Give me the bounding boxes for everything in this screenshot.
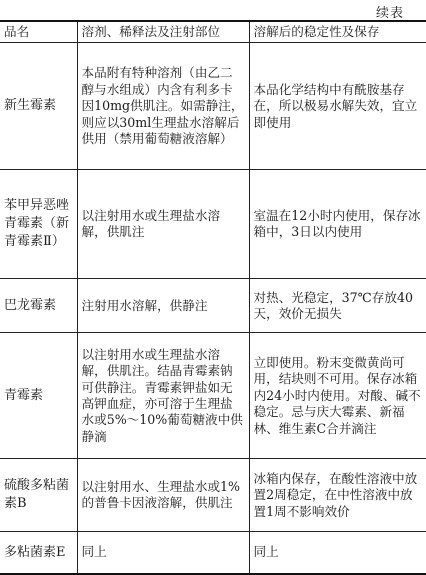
drug-name-cell: 新生霉素 <box>0 43 77 170</box>
header-solvent-method: 溶剂、稀释法及注射部位 <box>77 21 249 43</box>
drug-name-cell: 硫酸多粘菌素B <box>0 459 77 532</box>
table-row <box>0 532 426 574</box>
drug-name-cell: 多粘菌素E <box>0 532 77 574</box>
stability-storage-cell: 立即使用。粉末变微黄尚可用，结块则不可用。保存冰箱内24小时内使用。对酸、碱不稳定。忌与庆大霉素、新福林、维生素C合并滴注 <box>249 333 426 459</box>
table-header-row <box>0 21 426 43</box>
table-row <box>0 333 426 459</box>
solvent-method-cell: 以注射用水或生理盐水溶解，供肌注 <box>77 170 249 279</box>
solvent-method-cell: 同上 <box>77 532 249 574</box>
drug-name-cell: 青霉素 <box>0 333 77 459</box>
table-row <box>0 279 426 333</box>
solvent-method-cell: 本品附有特种溶剂（由乙二醇与水组成）内含有利多卡因10mg供肌注。如需静注，则应以30ml生理盐水溶解后供用（禁用葡萄糖液溶解） <box>77 43 249 170</box>
header-drug-name: 品名 <box>0 21 77 43</box>
stability-storage-cell: 对热、光稳定，37℃存放40天，效价无损失 <box>249 279 426 333</box>
header-stability-storage: 溶解后的稳定性及保存 <box>249 21 426 43</box>
continued-label: 续表 <box>375 6 404 21</box>
table-row <box>0 43 426 170</box>
solvent-method-cell: 以注射用水或生理盐水溶解，供肌注。结晶青霉素钠可供静注。青霉素钾盐如无高钾血症，亦可溶于生理盐水或5%～10%葡萄糖液中供静滴 <box>77 333 249 459</box>
stability-storage-cell: 同上 <box>249 532 426 574</box>
drug-name-cell: 巴龙霉素 <box>0 279 77 333</box>
stability-storage-cell: 冰箱内保存，在酸性溶液中放置2周稳定，在中性溶液中放置1周不影响效价 <box>249 459 426 532</box>
drug-name-cell: 苯甲异恶唑青霉素（新青霉素Ⅱ） <box>0 170 77 279</box>
solvent-method-cell: 以注射用水、生理盐水或1%的普鲁卡因液溶解，供肌注 <box>77 459 249 532</box>
table-row <box>0 170 426 279</box>
solvent-method-cell: 注射用水溶解，供静注 <box>77 279 249 333</box>
drug-stability-table <box>0 20 426 575</box>
table-row <box>0 459 426 532</box>
stability-storage-cell: 本品化学结构中有酰胺基存在，所以极易水解失效，宜立即使用 <box>249 43 426 170</box>
stability-storage-cell: 室温在12小时内使用，保存冰箱中，3日以内使用 <box>249 170 426 279</box>
